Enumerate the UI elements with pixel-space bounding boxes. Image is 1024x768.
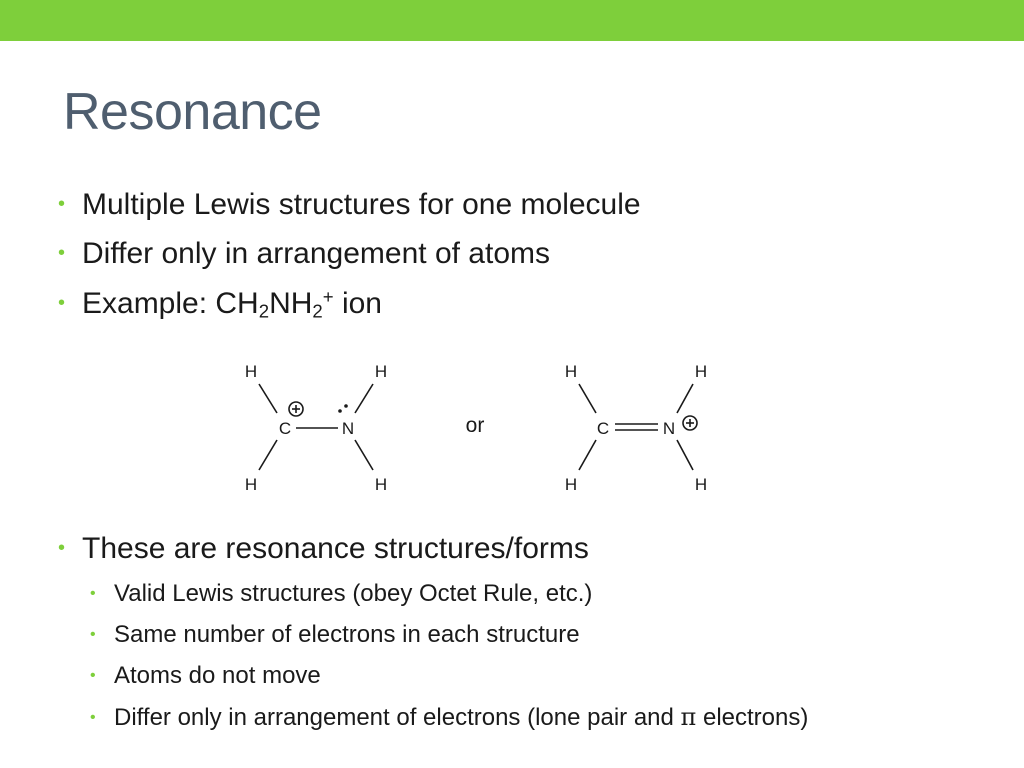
resonance-structures-diagram [0,350,1024,500]
bullet-text: Multiple Lewis structures for one molecule [82,188,641,221]
bullet-dot-icon: • [58,242,66,264]
atom-h-top-left: H [244,362,258,381]
bond-n-h-top [677,384,693,413]
lone-pair-icon [338,404,348,413]
atom-nitrogen: N [662,419,676,438]
bond-n-h-bottom [677,440,693,470]
slide-title: Resonance [63,83,322,141]
bullet-dot-icon: • [90,585,96,602]
accent-top-bar [0,0,1024,41]
bond-n-h-bottom [355,440,373,470]
bullet-text: Differ only in arrangement of electrons (lone pair and π electrons) [114,703,809,731]
bond-c-h-bottom [579,440,596,470]
bullet-example [58,286,382,323]
bullet-dot-icon: • [90,667,96,684]
positive-charge-icon [289,402,303,416]
bullet-text: These are resonance structures/forms [82,532,589,565]
atom-h-bottom-right: H [374,475,388,494]
subbullet-valid-lewis [90,580,592,608]
atom-carbon: C [278,419,292,438]
subbullet-atoms-dont-move [90,662,321,690]
positive-charge-icon [683,416,697,430]
bond-c-h-top [579,384,596,413]
atom-h-top-right: H [374,362,388,381]
subbullet-same-electrons [90,621,580,649]
bullet-text: Differ only in arrangement of atoms [82,237,551,270]
atom-carbon: C [596,419,610,438]
bullet-dot-icon: • [90,626,96,643]
bullet-multiple-lewis [58,188,641,222]
atom-h-bottom-right: H [694,475,708,494]
atom-h-top-left: H [564,362,578,381]
bullet-text: Valid Lewis structures (obey Octet Rule, etc.) [114,580,593,607]
atom-h-bottom-left: H [244,475,258,494]
bullet-differ-atoms [58,237,550,271]
bullet-resonance-forms [58,532,589,566]
atom-h-bottom-left: H [564,475,578,494]
bullet-text: Example: $CH_2NH_2^+$ ion [82,286,382,322]
bullet-text: Atoms do not move [114,662,321,689]
separator-or: or [465,414,485,437]
bullet-dot-icon: • [58,537,66,559]
bullet-text: Same number of electrons in each structure [114,621,580,648]
bullet-dot-icon: • [58,193,66,215]
bond-n-h-top [355,384,373,413]
subbullet-differ-electrons [90,703,808,732]
bond-c-h-bottom [259,440,277,470]
atom-h-top-right: H [694,362,708,381]
bullet-dot-icon: • [90,709,96,726]
atom-nitrogen: N [341,419,355,438]
bond-c-h-top [259,384,277,413]
bullet-dot-icon: • [58,292,66,315]
structure-left-bonds [259,384,373,470]
